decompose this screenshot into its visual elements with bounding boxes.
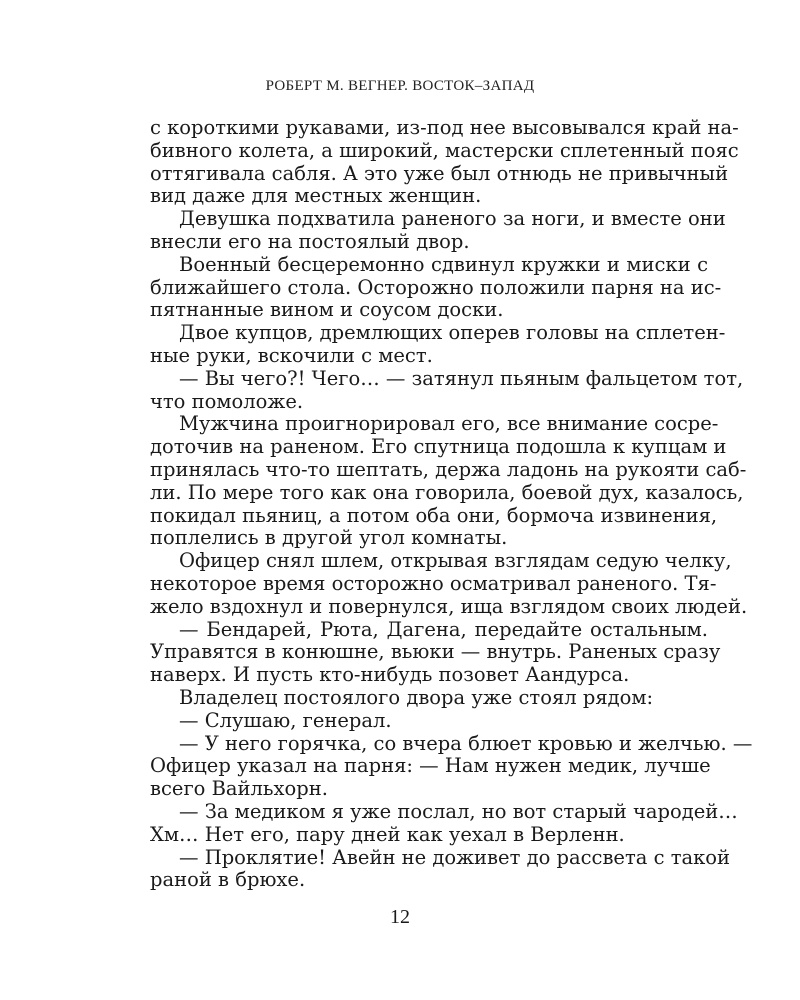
text-line: — Бендарей, Рюта, Дагена, передайте остальным. xyxy=(179,617,708,641)
running-header: РОБЕРТ М. ВЕГНЕР. ВОСТОК–ЗАПАД xyxy=(265,78,535,94)
page-number: 12 xyxy=(390,906,410,928)
text-line: Офицер снял шлем, открывая взглядам седую челку, xyxy=(179,549,732,573)
text-line: — У него горячка, со вчера блюет кровью и желчью. — xyxy=(179,731,753,755)
text-line: оттягивала сабля. А это уже был отнюдь не привычный xyxy=(150,161,729,185)
text-line: принялась что-то шептать, держа ладонь на рукояти саб- xyxy=(150,457,747,481)
text-line: Офицер указал на парня: — Нам нужен медик, лучше xyxy=(150,754,711,778)
body-text xyxy=(150,116,753,892)
text-line: некоторое время осторожно осматривал раненого. Тя- xyxy=(150,571,717,595)
text-line: с короткими рукавами, из-под нее высовывался край на- xyxy=(150,116,739,139)
text-line: ближайшего стола. Осторожно положили парня на ис- xyxy=(150,275,722,299)
text-line: — Проклятие! Авейн не доживет до рассвета с такой xyxy=(179,845,731,869)
text-line: покидал пьяниц, а потом оба они, бормоча извинения, xyxy=(150,503,718,527)
text-line: Военный бесцеремонно сдвинул кружки и миски с xyxy=(179,252,708,276)
text-line: Двое купцов, дремлющих оперев головы на сплетен- xyxy=(179,321,726,345)
text-line: наверх. И пусть кто-нибудь позовет Аандурса. xyxy=(150,663,630,687)
text-line: Девушка подхватила раненого за ноги, и вместе они xyxy=(179,207,726,231)
text-line: жело вздохнул и повернулся, ища взглядом своих людей. xyxy=(150,594,748,618)
text-line: бивного колета, а широкий, мастерски сплетенный пояс xyxy=(150,138,739,162)
text-line: ли. По мере того как она говорила, боевой дух, казалось, xyxy=(150,480,744,504)
text-line: всего Вайльхорн. xyxy=(150,777,328,801)
text-line: пятнанные вином и соусом доски. xyxy=(150,298,504,322)
text-line: — Вы чего?! Чего… — затянул пьяным фальцетом тот, xyxy=(179,366,744,390)
text-line: доточив на раненом. Его спутница подошла к купцам и xyxy=(150,435,727,459)
text-line: что помоложе. xyxy=(150,389,304,413)
text-line: Хм… Нет его, пару дней как уехал в Верленн. xyxy=(150,822,625,846)
text-line: — Слушаю, генерал. xyxy=(179,708,392,732)
text-line: — За медиком я уже послал, но вот старый чародей… xyxy=(179,799,738,823)
text-line: Владелец постоялого двора уже стоял рядом: xyxy=(179,685,654,709)
text-line: раной в брюхе. xyxy=(150,868,306,892)
text-line: ные руки, вскочили с мест. xyxy=(150,343,433,367)
text-line: внесли его на постоялый двор. xyxy=(150,229,470,253)
text-line: поплелись в другой угол комнаты. xyxy=(150,526,508,550)
text-line: Мужчина проигнорировал его, все внимание сосре- xyxy=(179,412,719,436)
text-line: Управятся в конюшне, вьюки — внутрь. Раненых сразу xyxy=(150,640,721,664)
text-line: вид даже для местных женщин. xyxy=(150,184,482,208)
